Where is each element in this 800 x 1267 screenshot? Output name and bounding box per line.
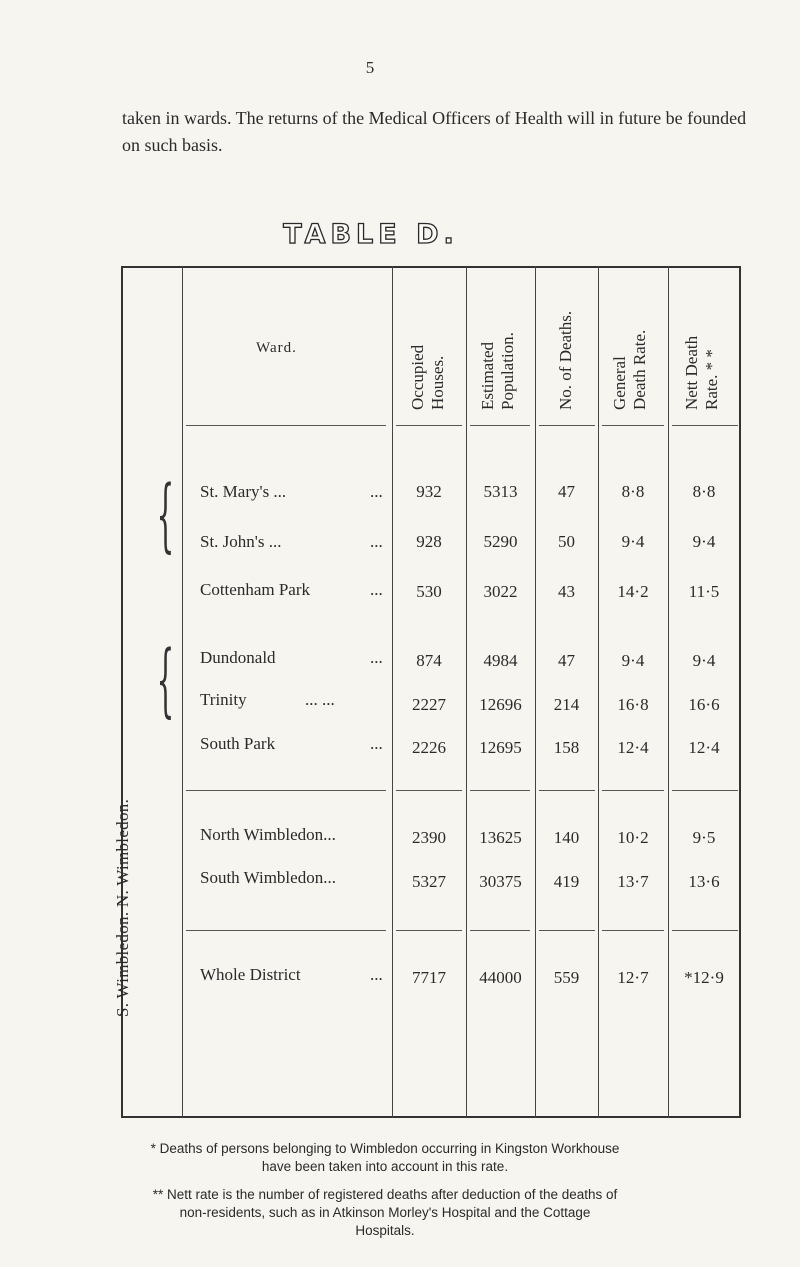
nett-rate-value: 8·8 xyxy=(692,482,716,501)
general-rate-value: 12·7 xyxy=(617,968,649,987)
deaths-value: 214 xyxy=(553,695,580,714)
population-value: 12696 xyxy=(479,695,522,714)
column-rule xyxy=(466,266,467,1118)
deaths-value: 158 xyxy=(553,738,580,757)
population-value: 44000 xyxy=(479,968,522,987)
general-rate-value: 13·7 xyxy=(617,872,649,891)
district-group-label: S. Wimbledon. N. Wimbledon. xyxy=(113,798,132,1017)
general-rate-value: 14·2 xyxy=(617,582,649,601)
ward-dots: ... xyxy=(370,648,383,667)
nett-rate-value: 9·5 xyxy=(692,828,716,847)
general-rate-value: 9·4 xyxy=(621,651,645,670)
population-value: 5290 xyxy=(483,532,518,551)
ward-name: Whole District xyxy=(200,965,301,984)
population-value: 13625 xyxy=(479,828,522,847)
general-rate-value: 12·4 xyxy=(617,738,649,757)
column-rule xyxy=(182,266,183,1118)
ward-name: Trinity xyxy=(200,690,247,709)
nett-death-rate-header: Nett Death Rate. * * xyxy=(682,335,721,410)
ward-name: St. John's ... xyxy=(200,532,282,551)
general-death-rate-header: General Death Rate. xyxy=(610,329,649,410)
occupied-houses-value: 932 xyxy=(416,482,442,501)
ward-name: South Wimbledon... xyxy=(200,868,336,887)
ward-dots: ... xyxy=(370,532,383,551)
occupied-houses-value: 2390 xyxy=(412,828,446,847)
occupied-houses-value: 530 xyxy=(416,582,442,601)
general-rate-value: 9·4 xyxy=(621,532,645,551)
nett-rate-value: 9·4 xyxy=(692,651,716,670)
footnotes xyxy=(150,1140,620,1250)
general-rate-value: 8·8 xyxy=(621,482,645,501)
occupied-houses-value: 7717 xyxy=(412,968,446,987)
occupied-houses-value: 874 xyxy=(416,651,442,670)
occupied-houses-value: 928 xyxy=(416,532,442,551)
ward-header: Ward. xyxy=(256,340,297,356)
ward-name: South Park xyxy=(200,734,276,753)
estimated-population-header: Estimated Population. xyxy=(478,332,517,410)
deaths-value: 419 xyxy=(553,872,580,891)
deaths-value: 140 xyxy=(553,828,580,847)
nett-rate-value: 16·6 xyxy=(688,695,720,714)
ward-name: North Wimbledon... xyxy=(200,825,336,844)
nett-rate-value: 13·6 xyxy=(688,872,720,891)
ward-dots: ... ... xyxy=(305,690,335,709)
brace-north: { xyxy=(156,468,175,561)
column-rule xyxy=(535,266,536,1118)
population-value: 30375 xyxy=(479,872,522,891)
ward-dots: ... xyxy=(370,580,383,599)
occupied-houses-value: 5327 xyxy=(412,872,446,891)
nett-rate-value: 12·4 xyxy=(688,738,720,757)
footnote-nett-rate: ** Nett rate is the number of registered deaths after deduction of the deaths of non-residents, such as in Atkinson Morley's Hospital and the Cottage Hospitals. xyxy=(152,1187,618,1238)
nett-rate-value: *12·9 xyxy=(684,968,724,987)
occupied-houses-header: Occupied Houses. xyxy=(408,344,447,410)
occupied-houses-value: 2227 xyxy=(412,695,446,714)
column-rule xyxy=(668,266,669,1118)
deaths-value: 47 xyxy=(558,482,575,501)
ward-dots: ... xyxy=(370,734,383,753)
deaths-value: 43 xyxy=(558,582,575,601)
general-rate-value: 16·8 xyxy=(617,695,649,714)
ward-dots: ... xyxy=(370,482,383,501)
page-number: 5 xyxy=(365,58,375,77)
table-title: TABLE D. xyxy=(283,219,459,250)
occupied-houses-value: 2226 xyxy=(412,738,446,757)
population-value: 5313 xyxy=(483,482,518,501)
column-rule xyxy=(392,266,393,1118)
deaths-value: 559 xyxy=(553,968,580,987)
deaths-value: 47 xyxy=(558,651,575,670)
ward-name: St. Mary's ... xyxy=(200,482,287,501)
nett-rate-value: 11·5 xyxy=(688,582,720,601)
nett-rate-value: 9·4 xyxy=(692,532,716,551)
population-value: 4984 xyxy=(483,651,518,670)
ward-dots: ... xyxy=(370,965,383,984)
no-of-deaths-header: No. of Deaths. xyxy=(556,310,575,410)
column-rule xyxy=(598,266,599,1118)
ward-name: Cottenham Park xyxy=(200,580,311,599)
population-value: 3022 xyxy=(483,582,518,601)
brace-south: { xyxy=(156,633,175,726)
population-value: 12695 xyxy=(479,738,522,757)
footnote-kingston-workhouse: * Deaths of persons belonging to Wimbledon occurring in Kingston Workhouse have been taken into account in this rate. xyxy=(150,1141,620,1174)
deaths-value: 50 xyxy=(558,532,575,551)
ward-name: Dundonald xyxy=(200,648,276,667)
general-rate-value: 10·2 xyxy=(617,828,649,847)
intro-paragraph: taken in wards. The returns of the Medical Officers of Health will in future be founded on such basis. xyxy=(122,108,747,155)
